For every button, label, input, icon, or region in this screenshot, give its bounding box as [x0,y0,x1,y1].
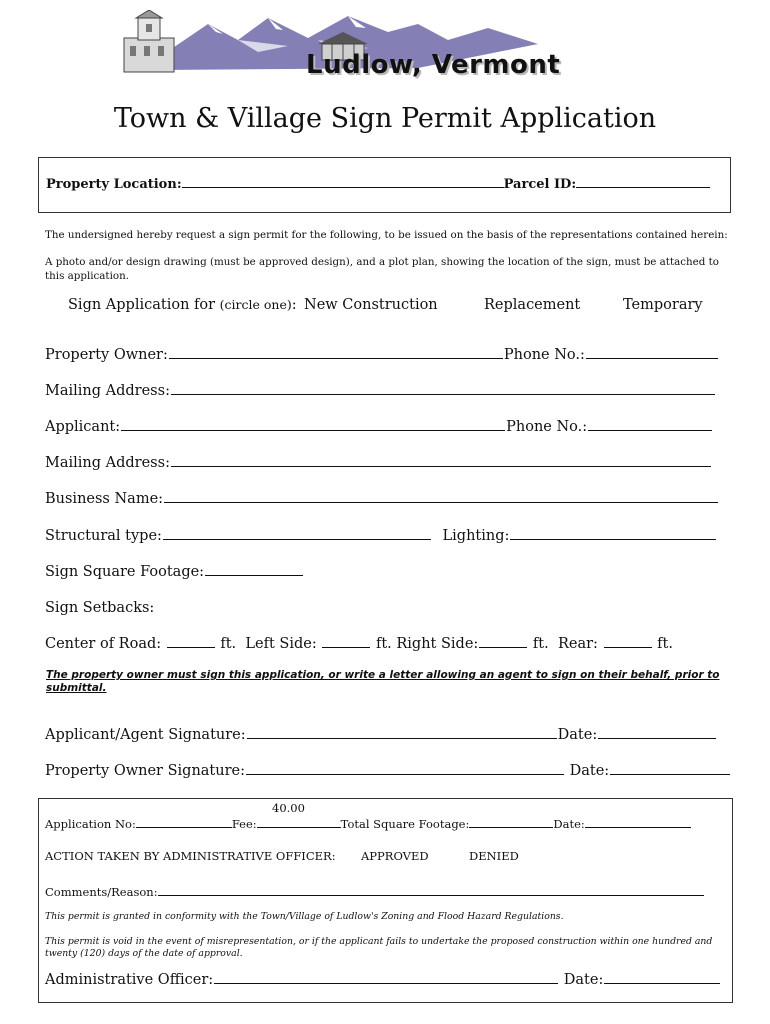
fee-label: Fee: [231,817,257,831]
property-location-row: Property Location: Parcel ID: [46,177,710,192]
total-sq-ft-label: Total Square Footage: [340,817,470,831]
mailing-address-2-row [45,455,712,471]
office-first-row [45,817,691,831]
applicant-row [45,419,713,435]
lighting-input[interactable] [510,539,716,540]
mailing-address-2-label: Mailing Address: [45,455,170,471]
right-side-input[interactable] [479,647,527,648]
option-temporary[interactable]: Temporary [623,297,703,313]
ft-label: ft. [220,636,237,652]
property-location-label: Property Location [46,177,177,192]
comments-label: Comments/Reason: [45,885,158,899]
setbacks-row [45,636,673,652]
applicant-signature-row [45,727,717,743]
application-for-label: Sign Application for [68,297,216,313]
right-side-label: Right Side: [396,636,479,652]
structural-lighting-row [45,528,717,544]
applicant-signature-label: Applicant/Agent Signature: [45,727,246,743]
option-replacement[interactable]: Replacement [484,297,581,313]
phone-1-label: Phone No.: [503,347,585,363]
owner-date-label: Date: [569,763,610,779]
mailing-address-1-input[interactable] [171,394,715,395]
application-for-row: Sign Application for (circle one): [68,297,297,313]
ft-label: ft. [532,636,549,652]
left-side-input[interactable] [322,647,370,648]
circle-one-hint: (circle one) [219,297,292,312]
property-location-input[interactable] [182,187,504,188]
mailing-address-2-input[interactable] [171,466,711,467]
owner-signature-notice: The property owner must sign this application, or write a letter allowing an agent to sign on their behalf, prior to submittal. [46,669,720,694]
mailing-address-1-label: Mailing Address: [45,383,170,399]
fee-value: 40.00 [272,801,305,815]
ft-label: ft. [375,636,392,652]
property-owner-input[interactable] [169,358,503,359]
sign-square-footage-label: Sign Square Footage: [45,564,205,580]
lighting-label: Lighting: [442,528,510,544]
property-owner-label: Property Owner: [45,347,168,363]
permit-void-text: This permit is void in the event of misrepresentation, or if the applicant fails to undertake the proposed construction within one hundred and twenty (120) days of the date of approval. [45,936,713,959]
applicant-date-label: Date: [557,727,598,743]
action-taken-label: ACTION TAKEN BY ADMINISTRATIVE OFFICER: [45,849,336,863]
rear-label: Rear: [557,636,598,652]
comments-row [45,885,704,899]
rear-input[interactable] [604,647,652,648]
permit-granted-text: This permit is granted in conformity with the Town/Village of Ludlow's Zoning and Flood Hazard Regulations. [45,911,564,922]
intro-text-1: The undersigned hereby request a sign permit for the following, to be issued on the basis of the representations contained herein: [45,229,728,241]
business-name-input[interactable] [164,502,718,503]
owner-signature-input[interactable] [246,774,564,775]
applicant-date-input[interactable] [598,738,716,739]
phone-2-input[interactable] [588,430,712,431]
left-side-label: Left Side: [245,636,317,652]
structural-type-label: Structural type: [45,528,162,544]
mailing-address-1-row [45,383,716,399]
application-no-input[interactable] [136,827,232,828]
owner-signature-row [45,763,731,779]
center-of-road-label: Center of Road: [45,636,162,652]
office-date-label: Date: [553,817,585,831]
approved-option[interactable]: APPROVED [361,849,429,863]
business-name-row [45,491,719,507]
fee-input[interactable] [257,827,341,828]
sign-square-footage-row [45,564,304,580]
administrative-officer-input[interactable] [214,983,558,984]
logo-wordmark: Ludlow, Vermont [306,50,561,80]
intro-text-2: A photo and/or design drawing (must be approved design), and a plot plan, showing the location of the sign, must be attached to this application. [45,256,719,282]
owner-date-input[interactable] [610,774,730,775]
property-owner-row [45,347,719,363]
owner-signature-label: Property Owner Signature: [45,763,245,779]
administrative-officer-label: Administrative Officer: [45,972,214,988]
phone-2-label: Phone No.: [506,419,588,435]
officer-date-label: Date: [563,972,604,988]
office-date-input[interactable] [585,827,691,828]
applicant-input[interactable] [121,430,505,431]
administrative-officer-row [45,972,721,988]
phone-1-input[interactable] [586,358,718,359]
denied-option[interactable]: DENIED [469,849,519,863]
officer-date-input[interactable] [604,983,720,984]
page-title: Town & Village Sign Permit Application [113,103,657,134]
center-of-road-input[interactable] [167,647,215,648]
comments-input[interactable] [158,895,704,896]
applicant-signature-input[interactable] [247,738,557,739]
parcel-id-input[interactable] [576,187,710,188]
application-no-label: Application No: [45,817,136,831]
sign-setbacks-label: Sign Setbacks: [45,600,155,616]
applicant-label: Applicant: [45,419,121,435]
option-new-construction[interactable]: New Construction [304,297,438,313]
parcel-id-label: Parcel ID [503,177,572,192]
sign-square-footage-input[interactable] [205,575,303,576]
business-name-label: Business Name: [45,491,164,507]
ft-label: ft. [657,636,673,652]
total-sq-ft-input[interactable] [469,827,553,828]
structural-type-input[interactable] [163,539,431,540]
